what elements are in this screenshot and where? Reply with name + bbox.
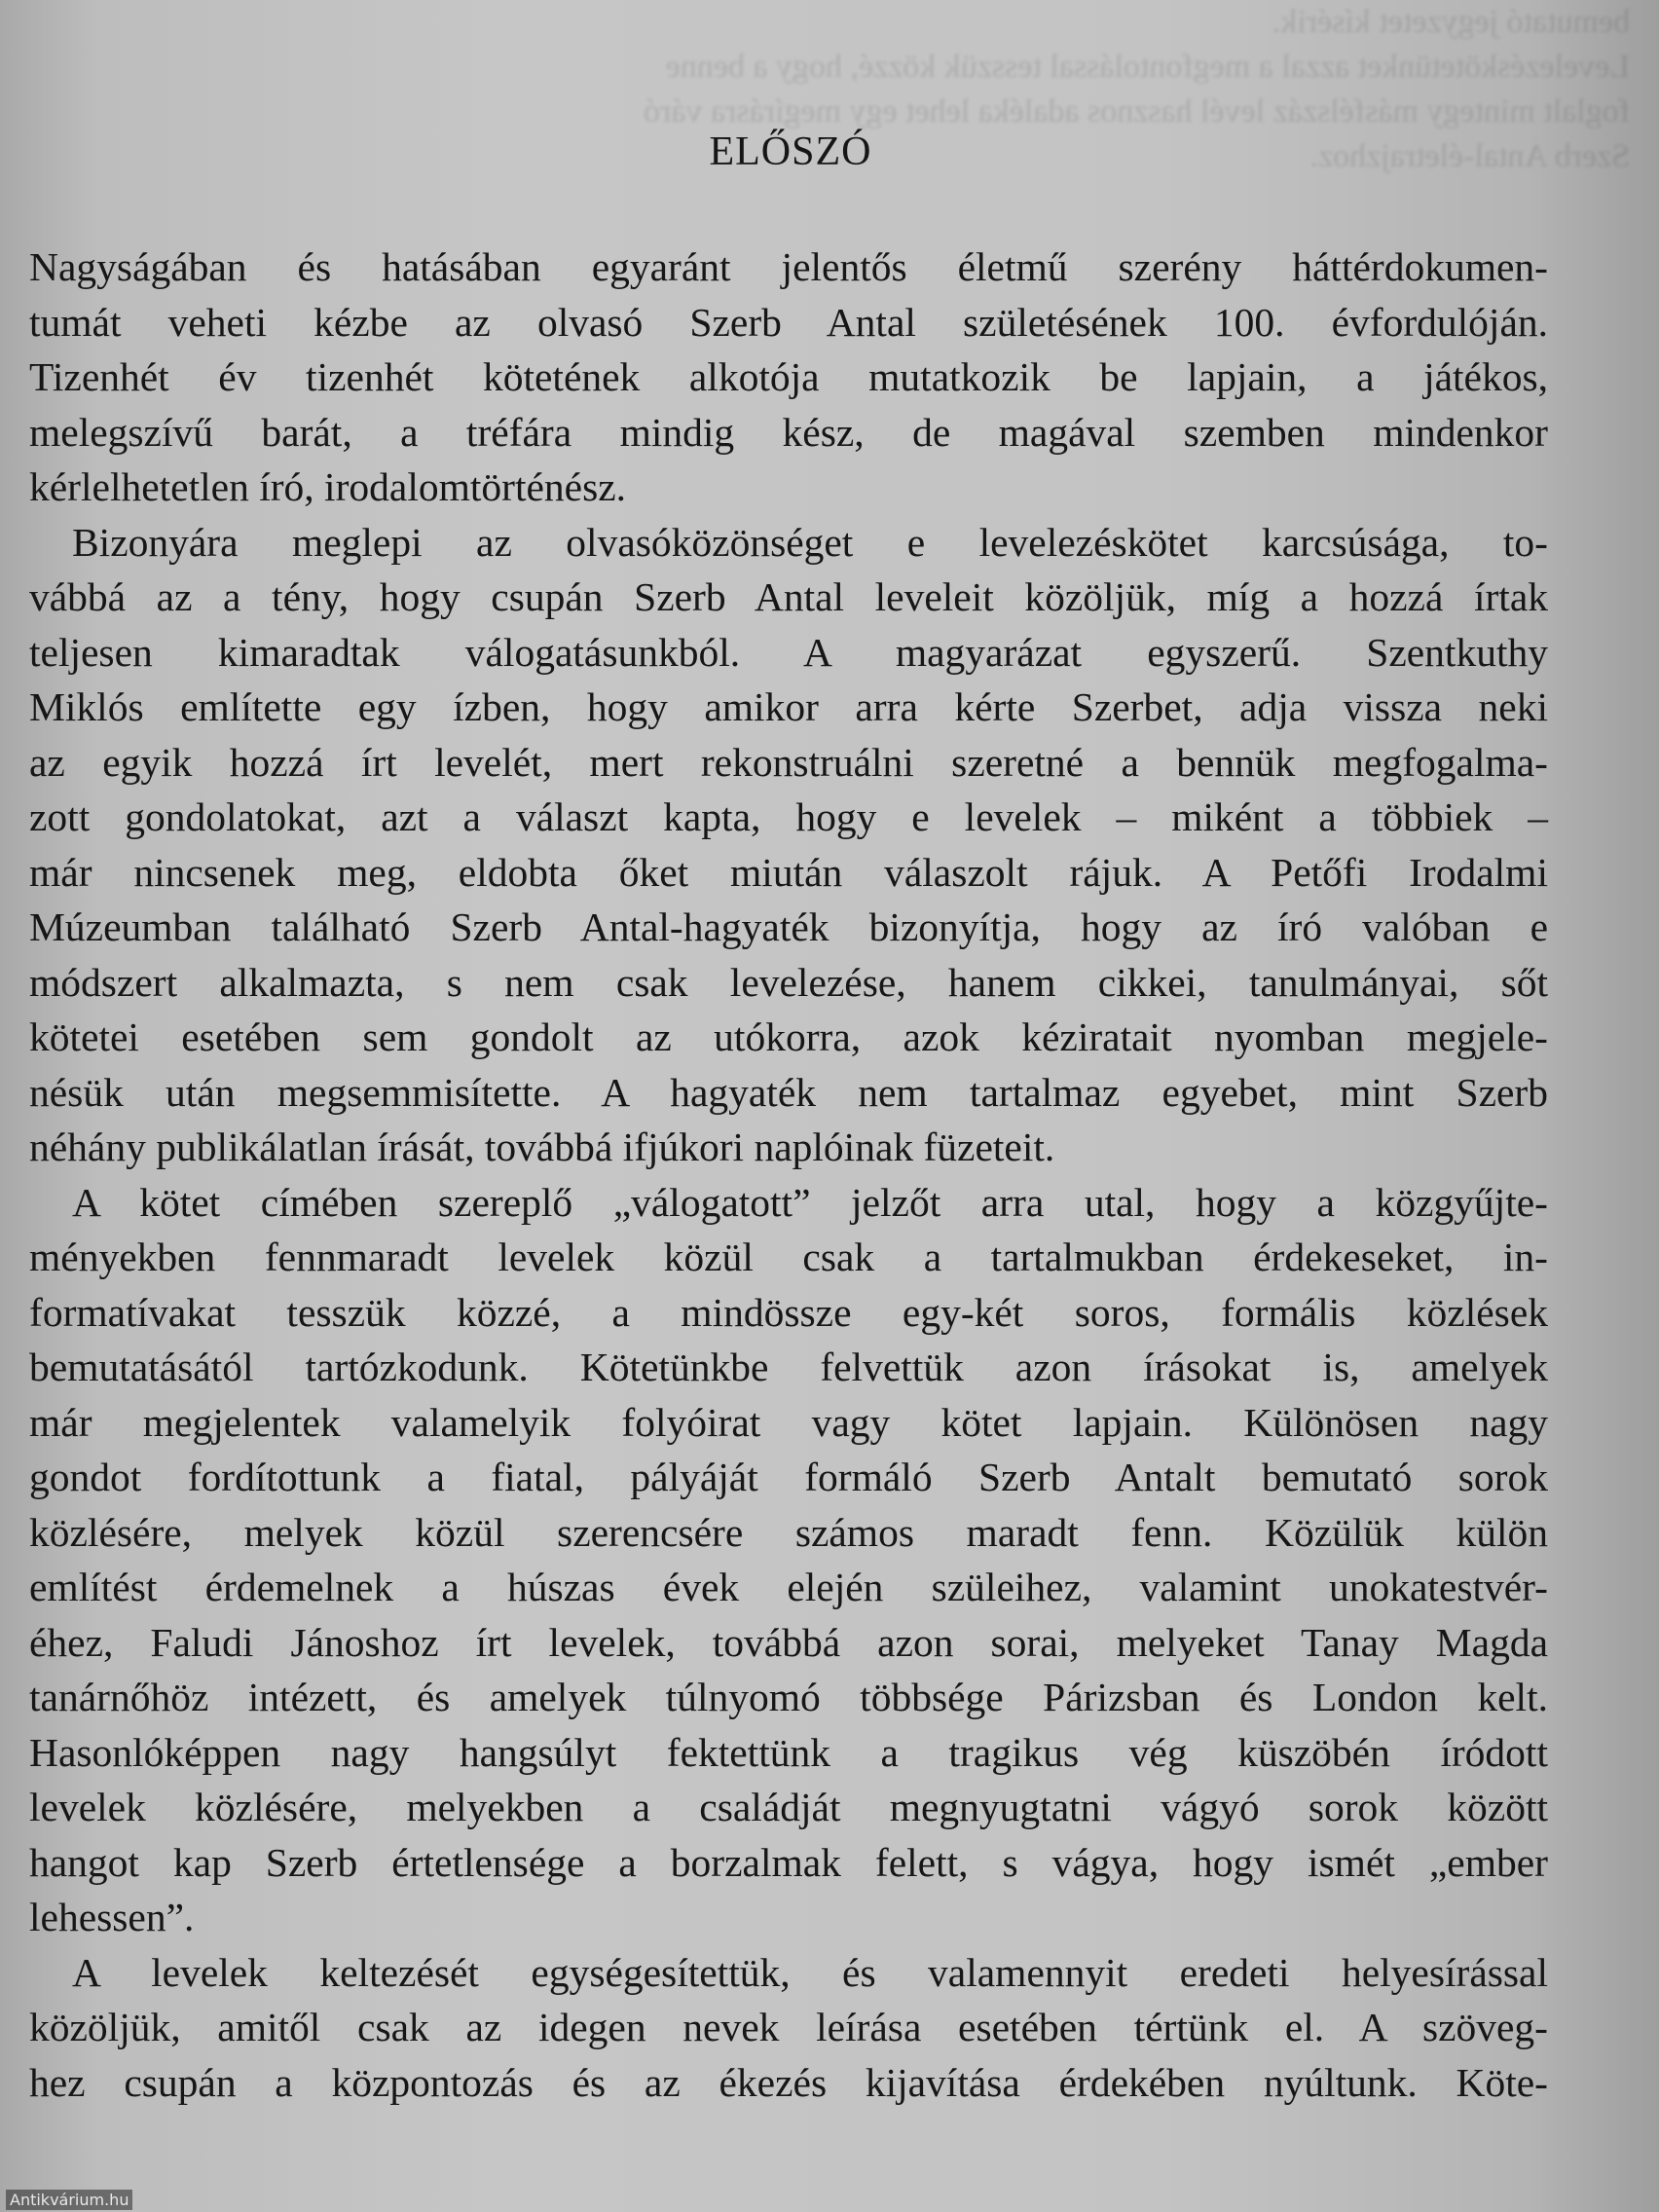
text-line: említést érdemelnek a húszas évek elején szüleihez, valamint unokatestvér- [29,1565,1548,1609]
text-line: zott gondolatokat, azt a választ kapta, hogy e levelek – miként a többiek – [29,794,1548,839]
text-line: tumát veheti kézbe az olvasó Szerb Antal születésének 100. évfordulóján. [29,299,1548,345]
watermark: Antikvárium.hu [6,2190,132,2210]
paragraph-3 [29,1175,1548,1945]
text-line: A levelek keltezését egységesítettük, és valamennyit eredeti helyesírással [72,1949,1548,1995]
text-line: melegszívű barát, a tréfára mindig kész, de magával szemben mindenkor [29,409,1548,455]
text-line: éhez, Faludi Jánoshoz írt levelek, továbbá azon sorai, melyeket Tanay Magda [29,1619,1548,1665]
text-line: ményekben fennmaradt levelek közül csak a tartalmukban érdekeseket, in- [29,1235,1548,1279]
paragraph-1 [29,240,1548,515]
text-line: hez csupán a központozás és az ékezés kijavítása érdekében nyúltunk. Köte- [29,2059,1548,2105]
text-line: lehessen”. [29,1895,195,1939]
text-line: formatívakat tesszük közzé, a mindössze egy-két soros, formális közlések [29,1289,1548,1335]
text-line: Hasonlóképpen nagy hangsúlyt fektettünk a tragikus vég küszöbén íródott [29,1729,1548,1775]
text-line: néhány publikálatlan írását, továbbá ifjúkori naplóinak füzeteit. [29,1124,1055,1169]
text-line: már nincsenek meg, eldobta őket miután válaszolt rájuk. A Petőfi Irodalmi [29,849,1548,895]
text-line: Bizonyára meglepi az olvasóközönséget e levelezéskötet karcsúsága, to- [72,519,1548,565]
text-line: teljesen kimaradtak válogatásunkból. A magyarázat egyszerű. Szentkuthy [29,629,1548,675]
text-line: az egyik hozzá írt levelét, mert rekonstruálni szeretné a bennük megfogalma- [29,739,1548,785]
text-line: gondot fordítottunk a fiatal, pályáját formáló Szerb Antalt bemutató sorok [29,1455,1548,1499]
text-line: közlésére, melyek közül szerencsére számos maradt fenn. Közülük külön [29,1509,1548,1555]
text-line: kötetei esetében sem gondolt az utókorra, azok kéziratait nyomban megjele- [29,1014,1548,1059]
text-line: vábbá az a tény, hogy csupán Szerb Antal leveleit közöljük, míg a hozzá írtak [29,574,1548,619]
bleed-line: Szerb Antal-életrajzhoz. [1309,138,1630,174]
text-line: bemutatásától tartózkodunk. Kötetünkbe felvettük azon írásokat is, amelyek [29,1345,1548,1389]
text-line: tanárnőhöz intézett, és amelyek túlnyomó többsége Párizsban és London kelt. [29,1675,1548,1719]
text-line: hangot kap Szerb értetlensége a borzalmak felett, s vágya, hogy ismét „ember [29,1839,1548,1885]
paragraph-2 [29,515,1548,1175]
text-line: levelek közlésére, melyekben a családját megnyugtatni vágyó sorok között [29,1785,1548,1829]
page-title: ELŐSZÓ [709,129,872,174]
text-line: nésük után megsemmisítette. A hagyaték nem tartalmaz egyebet, mint Szerb [29,1069,1548,1115]
bleed-line: bemutató jegyzetet kísérik. [1272,4,1630,40]
bleed-line: foglalt mintegy másfélszáz levél hasznos adaléka lehet egy megírásra váró [644,93,1630,129]
paragraph-4 [29,1945,1548,2111]
text-line: Tizenhét év tizenhét kötetének alkotója mutatkozik be lapjain, a játékos, [29,354,1548,399]
text-line: közöljük, amitől csak az idegen nevek leírása esetében tértünk el. A szöveg- [29,2005,1548,2049]
body-text [29,240,1548,2110]
text-line: Múzeumban található Szerb Antal-hagyaték bizonyítja, hogy az író valóban e [29,904,1548,949]
text-line: kérlelhetetlen író, irodalomtörténész. [29,464,627,509]
text-line: módszert alkalmazta, s nem csak levelezése, hanem cikkei, tanulmányai, sőt [29,959,1548,1005]
text-line: Nagyságában és hatásában egyaránt jelentős életmű szerény háttérdokumen- [29,244,1548,289]
text-line: már megjelentek valamelyik folyóirat vagy kötet lapjain. Különösen nagy [29,1399,1548,1445]
bleed-line: Levelezéskötetünket azzal a megfontolással tesszük közzé, hogy a benne [665,49,1630,85]
text-line: A kötet címében szereplő „válogatott” jelzőt arra utal, hogy a közgyűjte- [72,1179,1548,1225]
text-line: Miklós említette egy ízben, hogy amikor arra kérte Szerbet, adja vissza neki [29,684,1548,729]
